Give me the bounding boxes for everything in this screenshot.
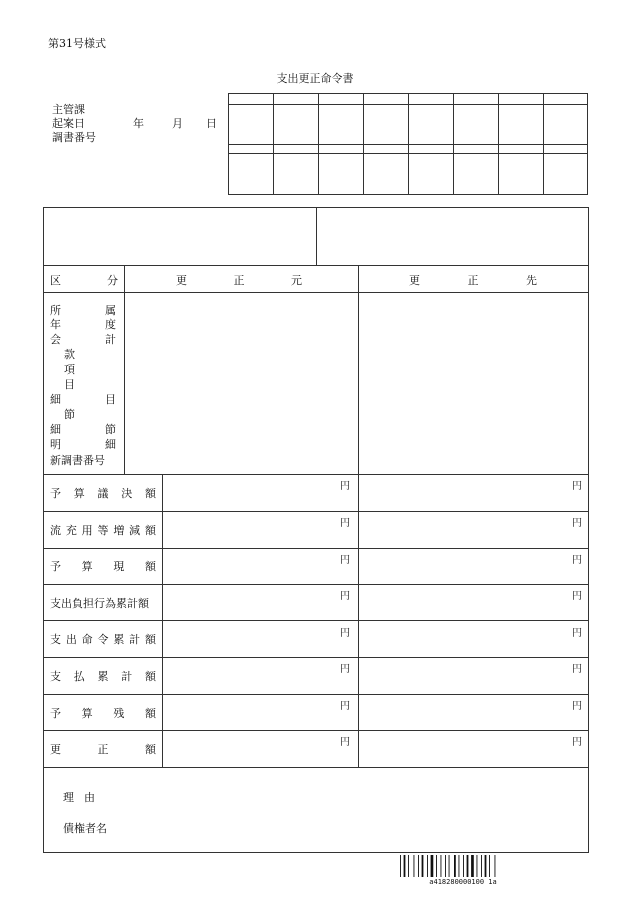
row-current-budget: 予 算 現 額	[50, 560, 156, 573]
yen-source: 円	[340, 555, 350, 566]
barcode-bar	[463, 855, 464, 877]
yen-dest: 円	[572, 701, 582, 712]
approval-stamp-grid	[228, 93, 588, 195]
barcode-bar	[408, 855, 409, 877]
barcode-bar	[400, 855, 401, 877]
barcode-bar	[467, 855, 469, 877]
barcode-bar	[454, 855, 456, 877]
barcode-bar	[441, 855, 442, 877]
field-kaikei: 会 計	[50, 333, 116, 346]
draft-date-label: 起案日	[52, 117, 85, 130]
barcode-bar	[422, 855, 424, 877]
dest-header: 更 正 先	[409, 274, 537, 287]
source-header: 更 正 元	[176, 274, 302, 287]
barcode-bar	[485, 855, 487, 877]
field-meisai: 明 細	[50, 438, 116, 451]
barcode-bar	[404, 855, 406, 877]
field-kan: 款	[64, 348, 75, 361]
month-label: 月	[172, 117, 183, 130]
barcode-bar	[489, 855, 490, 877]
category-header: 区 分	[50, 274, 118, 287]
form-number: 第31号様式	[48, 37, 106, 50]
barcode-bar	[471, 855, 474, 877]
barcode-text: a418280000100 1a	[429, 878, 497, 885]
yen-dest: 円	[572, 555, 582, 566]
doc-number-label: 調書番号	[52, 131, 96, 144]
reason-label: 理 由	[63, 791, 95, 804]
yen-source: 円	[340, 481, 350, 492]
barcode-bar	[495, 855, 496, 877]
row-payment-total: 支 払 累 計 額	[50, 670, 156, 683]
row-budget-resolution: 予 算 議 決 額	[50, 487, 156, 500]
yen-dest: 円	[572, 481, 582, 492]
row-transfer-adjust: 流 充 用 等 増 減 額	[50, 524, 156, 537]
field-kou: 項	[64, 363, 75, 376]
field-nendo: 年 度	[50, 318, 116, 331]
row-commitment-total: 支出負担行為累計額	[50, 597, 149, 610]
yen-dest: 円	[572, 518, 582, 529]
barcode-bar	[449, 855, 450, 877]
barcode-bar	[414, 855, 415, 877]
barcode-bar	[418, 855, 419, 877]
row-budget-remaining: 予 算 残 額	[50, 707, 156, 720]
field-saisetsu: 細 節	[50, 423, 116, 436]
yen-source: 円	[340, 664, 350, 675]
barcode-bar	[445, 855, 446, 877]
field-moku: 目	[64, 378, 75, 391]
barcode-bar	[427, 855, 428, 877]
barcode-icon	[398, 855, 528, 885]
field-setsu: 節	[64, 408, 75, 421]
field-new-doc-number: 新調書番号	[50, 454, 105, 467]
yen-source: 円	[340, 591, 350, 602]
barcode-bar	[477, 855, 478, 877]
barcode-bar	[481, 855, 482, 877]
yen-source: 円	[340, 628, 350, 639]
day-label: 日	[206, 117, 217, 130]
barcode-bar	[436, 855, 437, 877]
dept-label: 主管課	[52, 103, 85, 116]
yen-dest: 円	[572, 591, 582, 602]
top-box-divider	[316, 207, 317, 265]
year-label: 年	[133, 117, 144, 130]
row-correction-amount: 更 正 額	[50, 743, 156, 756]
row-order-total: 支 出 命 令 累 計 額	[50, 633, 156, 646]
yen-dest: 円	[572, 628, 582, 639]
yen-source: 円	[340, 701, 350, 712]
field-saimoku: 細 目	[50, 393, 116, 406]
form-title: 支出更正命令書	[276, 72, 354, 85]
creditor-label: 債権者名	[63, 822, 107, 835]
field-shozoku: 所 属	[50, 304, 116, 317]
yen-source: 円	[340, 737, 350, 748]
barcode-bar	[431, 855, 434, 877]
yen-dest: 円	[572, 737, 582, 748]
barcode-bar	[459, 855, 460, 877]
yen-dest: 円	[572, 664, 582, 675]
yen-source: 円	[340, 518, 350, 529]
